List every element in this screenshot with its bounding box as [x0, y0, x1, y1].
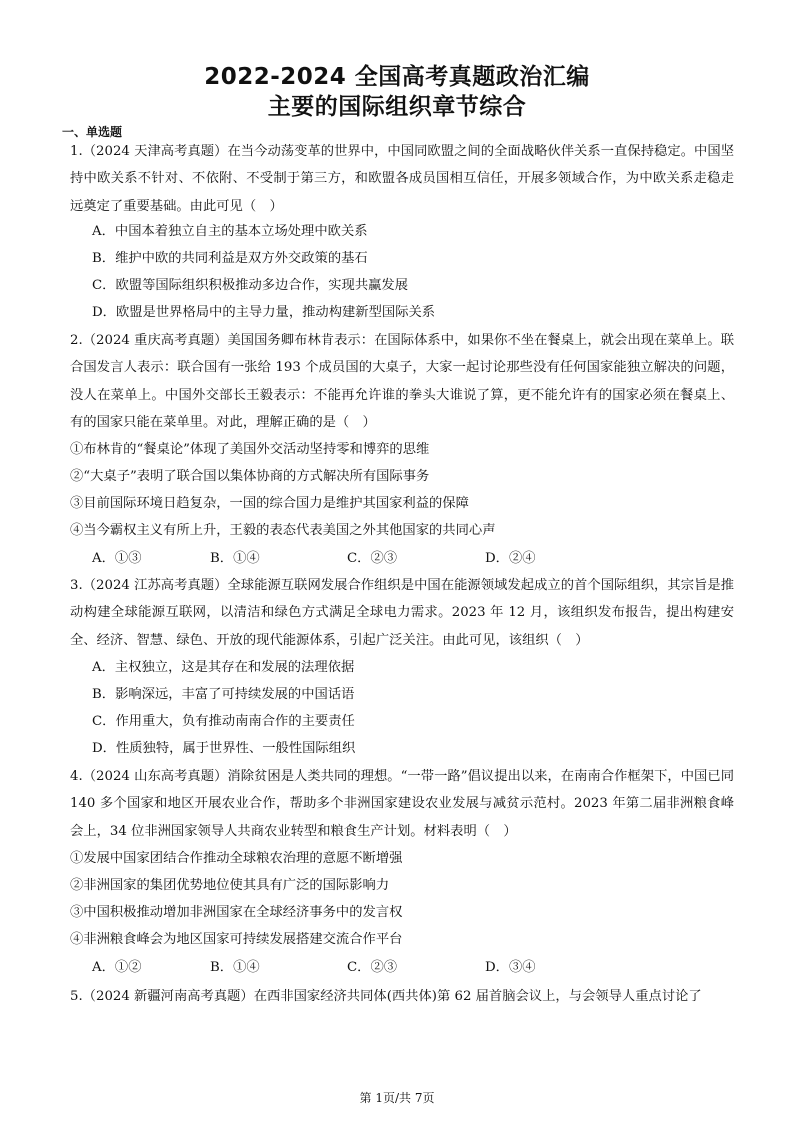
question-4-statement-1: ①发展中国家团结合作推动全球粮农治理的意愿不断增强 [70, 851, 403, 866]
question-3-option-d: D．性质独特，属于世界性、一般性国际组织 [92, 741, 356, 756]
question-4-choice-a: A．①② [92, 960, 142, 975]
question-2-choices [92, 549, 652, 569]
question-2-statement-1: ①布林肯的“餐桌论”体现了美国外交活动坚持零和博弈的思维 [70, 442, 430, 457]
question-4-statement-2: ②非洲国家的集团优势地位使其具有广泛的国际影响力 [70, 878, 390, 893]
question-2-statement-3: ③目前国际环境日趋复杂，一国的综合国力是维护其国家利益的保障 [70, 496, 469, 511]
question-2-choice-d: D．②④ [485, 551, 536, 566]
question-1-option-b: B．维护中欧的共同利益是双方外交政策的基石 [92, 251, 368, 266]
question-3-stem: 3.（2024 江苏高考真题）全球能源互联网发展合作组织是中国在能源领域发起成立的首个国际组织，其宗旨是推动构建全球能源互联网，以清洁和绿色方式满足全球电力需求。2023 年 12 月，该组织发布报告，提出构建安全、经济、智慧、绿色、开放的现代能源体系，引起广泛关注。由此可见，该组织（ ） [70, 578, 734, 648]
question-3-option-c: C．作用重大，负有推动南南合作的主要责任 [92, 714, 355, 729]
question-5-stem: 5.（2024 新疆河南高考真题）在西非国家经济共同体(西共体)第 62 届首脑会议上，与会领导人重点讨论了 [70, 989, 702, 1004]
page-footer: 第 1页/共 7页 [359, 1091, 435, 1105]
question-4-choice-b: B．①④ [210, 960, 260, 975]
document-title-line2: 主要的国际组织章节综合 [267, 94, 527, 120]
question-3-option-b: B．影响深远，丰富了可持续发展的中国话语 [92, 687, 355, 702]
question-1-option-d: D．欧盟是世界格局中的主导力量，推动构建新型国际关系 [92, 305, 436, 320]
question-4-statement-3: ③中国积极推动增加非洲国家在全球经济事务中的发言权 [70, 905, 403, 920]
question-4-choices [92, 958, 652, 978]
question-2-choice-a: A．①③ [92, 551, 142, 566]
question-2-choice-c: C．②③ [347, 551, 398, 566]
section-heading: 一、单选题 [62, 125, 123, 139]
question-2-statement-4: ④当今霸权主义有所上升，王毅的表态代表美国之外其他国家的共同心声 [70, 523, 496, 538]
question-1-option-c: C．欧盟等国际组织积极推动多边合作，实现共赢发展 [92, 278, 409, 293]
question-3-option-a: A．主权独立，这是其存在和发展的法理依据 [92, 660, 355, 675]
question-4-choice-c: C．②③ [347, 960, 398, 975]
question-4-stem: 4.（2024 山东高考真题）消除贫困是人类共同的理想。“一带一路”倡议提出以来，在南南合作框架下，中国已同 140 多个国家和地区开展农业合作，帮助多个非洲国家建设农业发展与减贫示范村。2023 年第二届非洲粮食峰会上，34 位非洲国家领导人共商农业转型和粮食生产计划。材料表明（ ） [70, 769, 734, 839]
question-2-choice-b: B．①④ [210, 551, 260, 566]
document-title-line1: 2022-2024 全国高考真题政治汇编 [204, 64, 590, 90]
question-2-stem: 2.（2024 重庆高考真题）美国国务卿布林肯表示：在国际体系中，如果你不坐在餐桌上，就会出现在菜单上。联合国发言人表示：联合国有一张给 193 个成员国的大桌子，大家一起讨论那些没有任何国家能独立解决的问题，没人在菜单上。中国外交部长王毅表示：不能再允许谁的拳头大谁说了算，更不能允许有的国家必须在餐桌上、有的国家只能在菜单里。对此，理解正确的是（ ） [70, 333, 734, 431]
question-4-choice-d: D．③④ [485, 960, 536, 975]
question-1-option-a: A．中国本着独立自主的基本立场处理中欧关系 [92, 224, 368, 239]
question-2-statement-2: ②“大桌子”表明了联合国以集体协商的方式解决所有国际事务 [70, 469, 430, 484]
question-1-stem: 1.（2024 天津高考真题）在当今动荡变革的世界中，中国同欧盟之间的全面战略伙伴关系一直保持稳定。中国坚持中欧关系不针对、不依附、不受制于第三方，和欧盟各成员国相互信任，开展多领域合作，为中欧关系走稳走远奠定了重要基础。由此可见（ ） [70, 144, 734, 214]
question-4-statement-4: ④非洲粮食峰会为地区国家可持续发展搭建交流合作平台 [70, 932, 403, 947]
